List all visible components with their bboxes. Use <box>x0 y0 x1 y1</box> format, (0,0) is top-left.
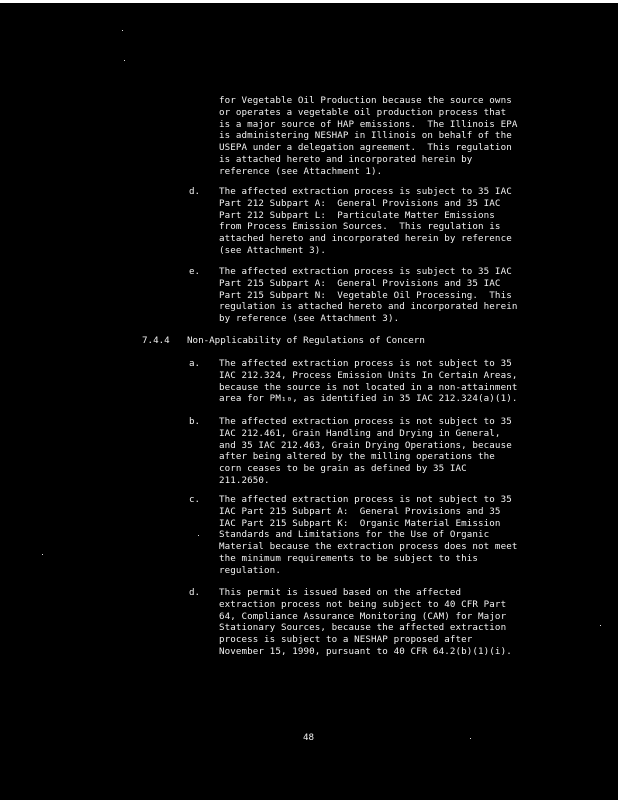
item-c-text: The affected extraction process is not subject to 35 IAC Part 215 Subpart A: General Provisions and 35 IAC Part 215 Subpart K: Organic Material Emission Standards and Limitations for the Use of Organic Material because the extraction process does not meet the minimum requirements to be subject to this regulation. <box>219 494 518 576</box>
item-d2-text: This permit is issued based on the affected extraction process not being subject to 40 CFR Part 64, Compliance Assurance Monitoring (CAM) for Major Stationary Sources, because the affected extraction process is subject to a NESHAP proposed after November 15, 1990, pursuant to 40 CFR 64.2(b)(1)(i). <box>219 587 512 657</box>
scan-speck <box>42 554 43 555</box>
intro-paragraph: for Vegetable Oil Production because the source owns or operates a vegetable oil production process that is a major source of HAP emissions. The Illinois EPA is administering NESHAP in Illinois on behalf of the USEPA under a delegation agreement. This regulation is attached hereto and incorporated herein by reference (see Attachment 1). <box>219 95 518 177</box>
item-a-label: a. <box>189 358 201 369</box>
item-d-text: The affected extraction process is subject to 35 IAC Part 212 Subpart A: General Provisions and 35 IAC Part 212 Subpart L: Particulate Matter Emissions from Process Emission Sources. This regulation is attached hereto and incorporated herein by reference (see Attachment 3). <box>219 186 512 256</box>
section-number: 7.4.4 <box>142 335 170 346</box>
scan-top-edge <box>0 0 618 3</box>
item-b-label: b. <box>189 416 201 427</box>
item-b-text: The affected extraction process is not subject to 35 IAC 212.461, Grain Handling and Drying in General, and 35 IAC 212.463, Grain Drying Operations, because after being altered by the milling operations the corn ceases to be grain as defined by 35 IAC 211.2650. <box>219 416 512 486</box>
item-c-label: c. <box>189 494 201 505</box>
scan-speck <box>122 30 123 31</box>
page-number: 48 <box>303 732 315 743</box>
scan-speck <box>470 738 471 739</box>
item-e-label: e. <box>189 266 201 277</box>
section-title: Non-Applicability of Regulations of Concern <box>187 335 425 346</box>
item-e-text: The affected extraction process is subject to 35 IAC Part 215 Subpart A: General Provisions and 35 IAC Part 215 Subpart N: Vegetable Oil Processing. This regulation is attached hereto and incorporated herein by reference (see Attachment 3). <box>219 266 518 325</box>
scan-speck <box>600 625 601 626</box>
scan-speck <box>198 535 199 536</box>
scan-speck <box>124 60 125 61</box>
item-d-label: d. <box>189 186 201 197</box>
item-d2-label: d. <box>189 587 201 598</box>
item-a-text: The affected extraction process is not subject to 35 IAC 212.324, Process Emission Units In Certain Areas, because the source is not located in a non-attainment area for PM₁₀, as identified in 35 IAC 212.324(a)(1). <box>219 358 518 405</box>
